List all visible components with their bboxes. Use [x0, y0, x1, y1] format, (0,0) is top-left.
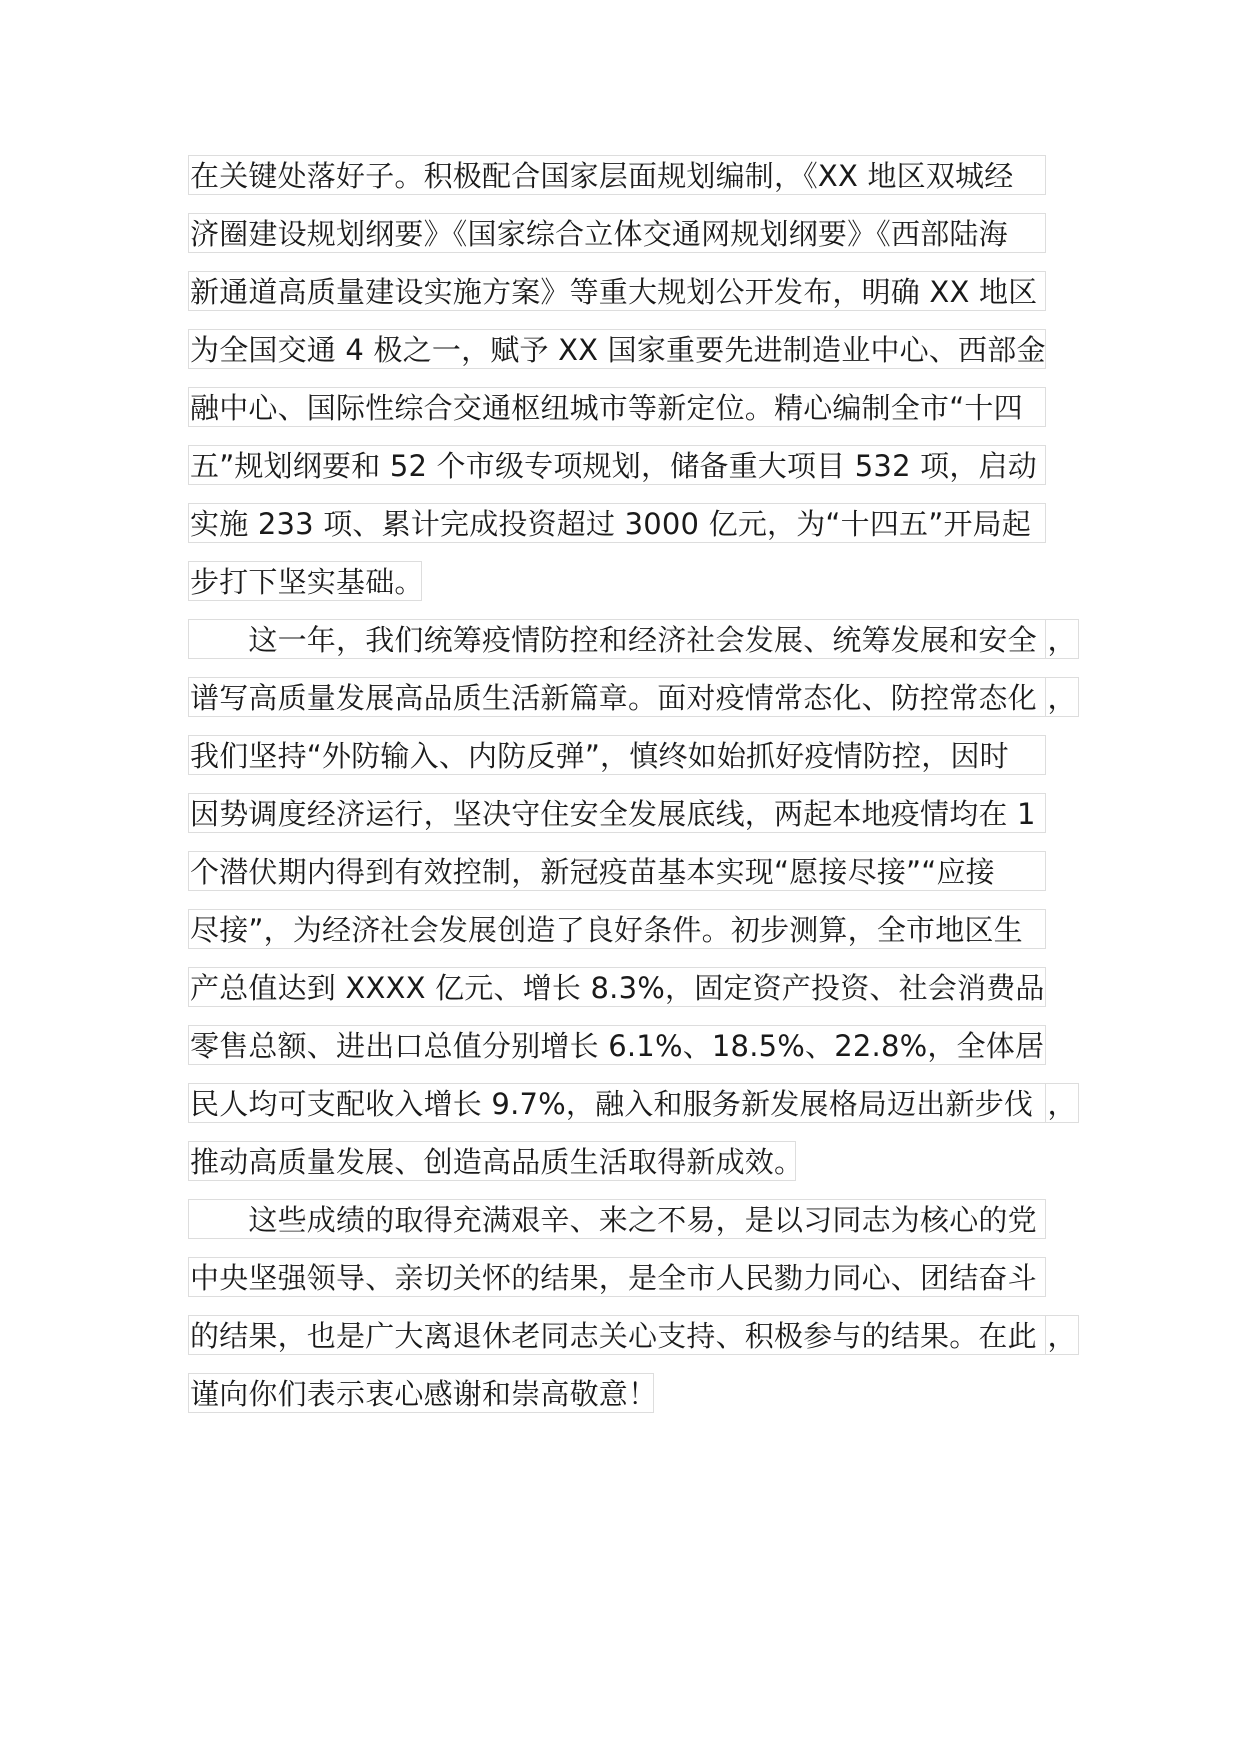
- overhang-punctuation: ，: [1045, 1315, 1079, 1355]
- text-line: 谨向你们表示衷心感谢和崇高敬意！: [188, 1373, 654, 1413]
- text-line: 在关键处落好子。积极配合国家层面规划编制，《XX 地区双城经: [188, 155, 1046, 195]
- text-line: 我们坚持“外防输入、内防反弹”，慎终如始抓好疫情防控，因时: [188, 735, 1046, 775]
- text-line: 中央坚强领导、亲切关怀的结果，是全市人民勠力同心、团结奋斗: [188, 1257, 1046, 1297]
- overhang-punctuation: ，: [1045, 619, 1079, 659]
- text-line: 融中心、国际性综合交通枢纽城市等新定位。精心编制全市“十四: [188, 387, 1046, 427]
- text-line: 这一年，我们统筹疫情防控和经济社会发展、统筹发展和安全: [188, 619, 1046, 659]
- text-line: 产总值达到 XXXX 亿元、增长 8.3%，固定资产投资、社会消费品: [188, 967, 1046, 1007]
- text-line: 实施 233 项、累计完成投资超过 3000 亿元，为“十四五”开局起: [188, 503, 1046, 543]
- text-line: 推动高质量发展、创造高品质生活取得新成效。: [188, 1141, 796, 1181]
- text-line: 谱写高质量发展高品质生活新篇章。面对疫情常态化、防控常态化: [188, 677, 1046, 717]
- text-line: 因势调度经济运行，坚决守住安全发展底线，两起本地疫情均在 1: [188, 793, 1046, 833]
- text-line: 五”规划纲要和 52 个市级专项规划，储备重大项目 532 项，启动: [188, 445, 1046, 485]
- text-line: 济圈建设规划纲要》《国家综合立体交通网规划纲要》《西部陆海: [188, 213, 1046, 253]
- text-line: 零售总额、进出口总值分别增长 6.1%、18.5%、22.8%，全体居: [188, 1025, 1046, 1065]
- text-line: 为全国交通 4 极之一，赋予 XX 国家重要先进制造业中心、西部金: [188, 329, 1046, 369]
- overhang-punctuation: ，: [1045, 677, 1079, 717]
- text-line: 个潜伏期内得到有效控制，新冠疫苗基本实现“愿接尽接”“应接: [188, 851, 1046, 891]
- text-line: 民人均可支配收入增长 9.7%，融入和服务新发展格局迈出新步伐: [188, 1083, 1046, 1123]
- text-line: 步打下坚实基础。: [188, 561, 422, 601]
- text-line: 的结果，也是广大离退休老同志关心支持、积极参与的结果。在此: [188, 1315, 1046, 1355]
- text-line: 尽接”，为经济社会发展创造了良好条件。初步测算，全市地区生: [188, 909, 1046, 949]
- overhang-punctuation: ，: [1045, 1083, 1079, 1123]
- text-line: 这些成绩的取得充满艰辛、来之不易，是以习同志为核心的党: [188, 1199, 1046, 1239]
- text-line: 新通道高质量建设实施方案》等重大规划公开发布，明确 XX 地区: [188, 271, 1046, 311]
